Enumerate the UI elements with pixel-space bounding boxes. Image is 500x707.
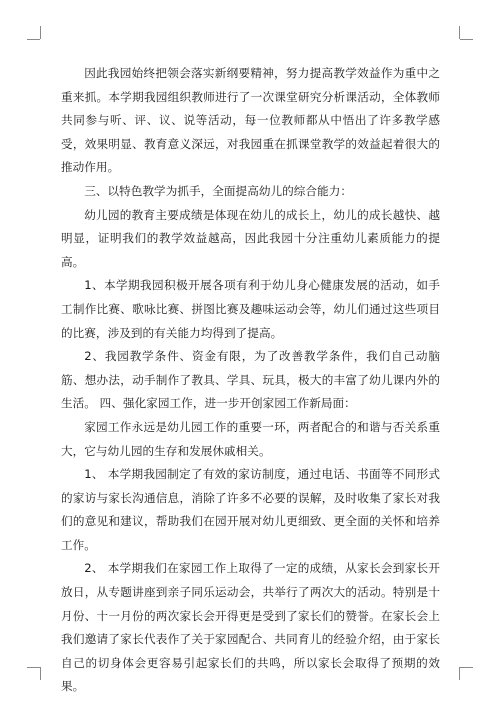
- crop-mark-top-left-horizontal: [27, 39, 40, 40]
- crop-mark-top-right-vertical: [459, 26, 460, 39]
- crop-mark-bottom-right-vertical: [459, 667, 460, 680]
- paragraph-teaching-conditions: 2、我园教学条件、资金有限，为了改善教学条件，我们自己动脑筋、想办法，动手制作了教具、学具、玩具，极大的丰富了幼儿课内外的生活。 四、强化家园工作，进一步开创家园工作新局面：: [61, 349, 440, 411]
- crop-mark-bottom-left-vertical: [40, 667, 41, 680]
- section-heading-special-teaching: 三、以特色教学为抓手，全面提高幼儿的综合能力：: [84, 183, 352, 198]
- paragraph-parent-meetings: 2、 本学期我们在家园工作上取得了一定的成绩，从家长会到家长开放日，从专题讲座到亲子同乐运动会，共举行了两次大的活动。特别是十月份、十一月份的两次家长会开得更是受到了家长们的赞誉。在家长会上我们邀请了家长代表作了关于家园配合、共同育儿的经验介绍，由于家长自己的切身体会更容易引起家长们的共鸣，所以家长会取得了预期的效果。: [61, 561, 440, 694]
- crop-mark-top-right-horizontal: [460, 39, 473, 40]
- paragraph-course-study: 因此我园始终把领会落实新纲要精神，努力提高教学效益作为重中之重来抓。本学期我园组织教师进行了一次课堂研究分析课活动，全体教师共同参与听、评、议、说等活动，每一位教师都从中悟出了许多教学感受，效果明显、教育意义深远，对我园重在抓课堂教学的效益起着很大的推动作用。: [61, 66, 440, 175]
- crop-mark-bottom-right-horizontal: [460, 667, 473, 668]
- crop-mark-bottom-left-horizontal: [27, 667, 40, 668]
- document-body: [61, 62, 440, 699]
- paragraph-home-visits: 1、 本学期我园制定了有效的家访制度，通过电话、书面等不同形式的家访与家长沟通信息，消除了许多不必要的误解，及时收集了家长对我们的意见和建议，帮助我们在园开展对幼儿更细致、更全面的关怀和培养工作。: [61, 467, 440, 552]
- paragraph-child-growth: 幼儿园的教育主要成绩是体现在幼儿的成长上，幼儿的成长越快、越明显，证明我们的教学效益越高，因此我园十分注重幼儿素质能力的提高。: [61, 207, 440, 269]
- crop-mark-top-left-vertical: [40, 26, 41, 39]
- paragraph-activities: 1、本学期我园积极开展各项有利于幼儿身心健康发展的活动，如手工制作比赛、歌咏比赛、拼图比赛及趣味运动会等，幼儿们通过这些项目的比赛，涉及到的有关能力均得到了提高。: [61, 278, 440, 340]
- paragraph-home-school: 家园工作永远是幼儿园工作的重要一环，两者配合的和谐与否关系重大，它与幼儿园的生存和发展休戚相关。: [61, 419, 440, 458]
